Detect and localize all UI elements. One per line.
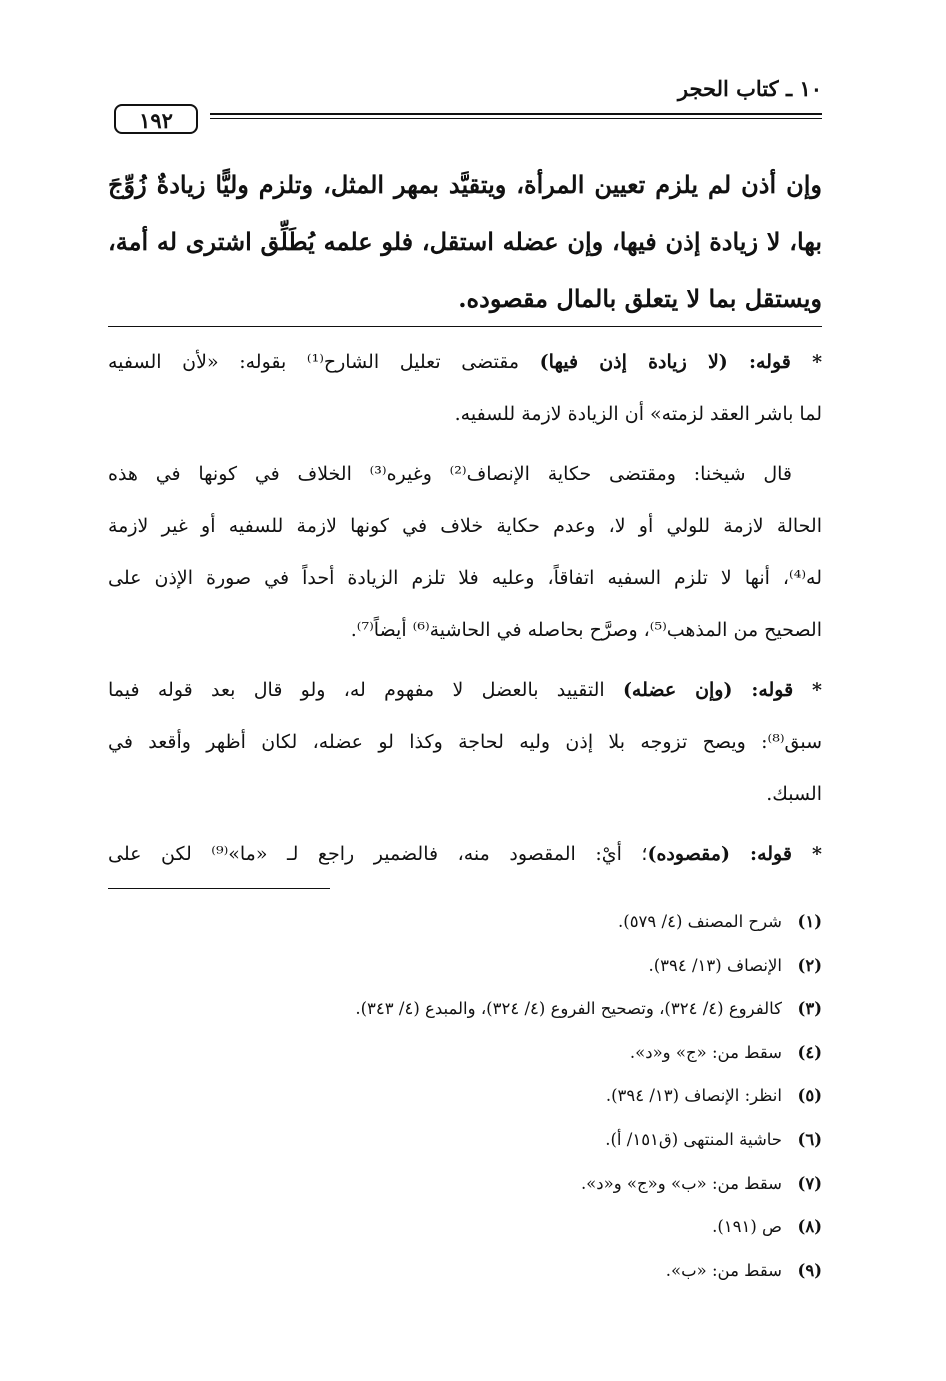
commentary-line (108, 448, 822, 500)
footnote-number: (٥) (797, 1086, 822, 1106)
commentary-line (108, 552, 822, 604)
footnote (108, 1074, 822, 1118)
commentary-paragraph (108, 448, 822, 656)
commentary-text: السبك. (766, 783, 822, 805)
footnote (108, 1162, 822, 1206)
commentary-line (108, 664, 822, 716)
footnote (108, 1031, 822, 1075)
footnote-text: كالفروع (٤/ ٣٢٤)، وتصحيح الفروع (٤/ ٣٢٤)، والمبدع (٤/ ٣٤٣). (355, 999, 782, 1019)
footnote (108, 944, 822, 988)
commentary-line (108, 768, 822, 820)
footnote-number: (٦) (797, 1129, 822, 1149)
quoted-phrase: * قوله: (وإن عضله) (622, 679, 822, 701)
quoted-phrase: * قوله: (لا زيادة إذن فيها) (539, 351, 822, 373)
main-text-line: وإن أذن لم يلزم تعيين المرأة، ويتقيَّد بمهر المثل، وتلزم وليًّا زيادةٌ زُوِّجَ (108, 170, 822, 199)
commentary-line (108, 388, 822, 440)
commentary-text: التقييد بالعضل لا مفهوم له، ولو قال بعد قوله فيما (108, 679, 623, 701)
commentary-line (108, 828, 822, 880)
header-rule (210, 113, 822, 119)
footnote-number: (٢) (797, 955, 822, 975)
footnote (108, 1118, 822, 1162)
footnote-text: انظر: الإنصاف (١٣/ ٣٩٤). (605, 1086, 782, 1106)
commentary-text: لما باشر العقد لزمته» أن الزيادة لازمة للسفيه. (454, 403, 822, 425)
footnote (108, 1249, 822, 1293)
commentary-text: سبق⁽⁸⁾: ويصح تزوجه بلا إذن وليه لحاجة وكذا لو عضله، لكان أظهر وأقعد في (108, 731, 822, 753)
footnote-text: سقط من: «ب». (665, 1260, 782, 1280)
commentary-text: ؛ أيْ: المقصود منه، فالضمير راجع لـ «ما»⁽⁹⁾ لكن على (108, 843, 648, 865)
commentary-line (108, 500, 822, 552)
text-divider (108, 326, 822, 327)
footnote-text: سقط من: «ب» و«ج» و«د». (580, 1173, 782, 1193)
commentary-paragraph (108, 828, 822, 880)
commentary-paragraph (108, 336, 822, 440)
footnote-text: حاشية المنتهى (ق١٥١/ أ). (605, 1129, 782, 1149)
footnote-rule (108, 888, 330, 889)
chapter-title: ١٠ ـ كتاب الحجر (677, 76, 822, 101)
footnote-text: الإنصاف (١٣/ ٣٩٤). (648, 955, 782, 975)
commentary (108, 336, 822, 888)
book-page (108, 70, 822, 1300)
commentary-line (108, 336, 822, 388)
commentary-text: الصحيح من المذهب⁽⁵⁾، وصرَّح بحاصله في الحاشية⁽⁶⁾ أيضاً⁽⁷⁾. (350, 619, 822, 641)
quoted-phrase: * قوله: (مقصوده) (647, 843, 822, 865)
main-text-line: ويستقل بما لا يتعلق بالمال مقصوده. (458, 284, 822, 313)
footnote-text: شرح المصنف (٤/ ٥٧٩). (618, 912, 782, 931)
footnote-number: (٨) (797, 1217, 822, 1237)
footnote-number: (٩) (797, 1260, 822, 1280)
footnote-number: (٣) (797, 999, 822, 1019)
footnote-number: (٤) (797, 1042, 822, 1062)
footnote (108, 1205, 822, 1249)
commentary-text: الحالة لازمة للولي أو لا، وعدم حكاية خلاف في كونها لازمة للسفيه أو غير لازمة (108, 515, 822, 537)
main-text (108, 156, 822, 327)
main-text-line: بها، لا زيادة إذن فيها، وإن عضله استقل، فلو علمه يُطَلِّق اشترى له أمة، (108, 227, 822, 256)
page-header (108, 70, 822, 142)
commentary-text: له⁽⁴⁾، أنها لا تلزم السفيه اتفاقاً، وعليه فلا تلزم الزيادة أحداً في صورة الإذن على (108, 567, 822, 589)
footnote (108, 987, 822, 1031)
commentary-text: مقتضى تعليل الشارح⁽¹⁾ بقوله: «لأن السفيه (108, 351, 540, 373)
footnote-text: سقط من: «ج» و«د». (629, 1042, 782, 1062)
footnote (108, 900, 822, 944)
commentary-line (108, 604, 822, 656)
commentary-paragraph (108, 664, 822, 820)
footnote-number: (١) (797, 912, 822, 931)
commentary-text: قال شيخنا: ومقتضى حكاية الإنصاف⁽²⁾ وغيره⁽³⁾ الخلاف في كونها في هذه (108, 463, 793, 485)
commentary-line (108, 716, 822, 768)
page-number: ١٩٢ (114, 104, 198, 134)
footnote-text: ص (١٩١). (712, 1217, 782, 1237)
footnotes-list (108, 900, 822, 1292)
footnote-number: (٧) (797, 1173, 822, 1193)
